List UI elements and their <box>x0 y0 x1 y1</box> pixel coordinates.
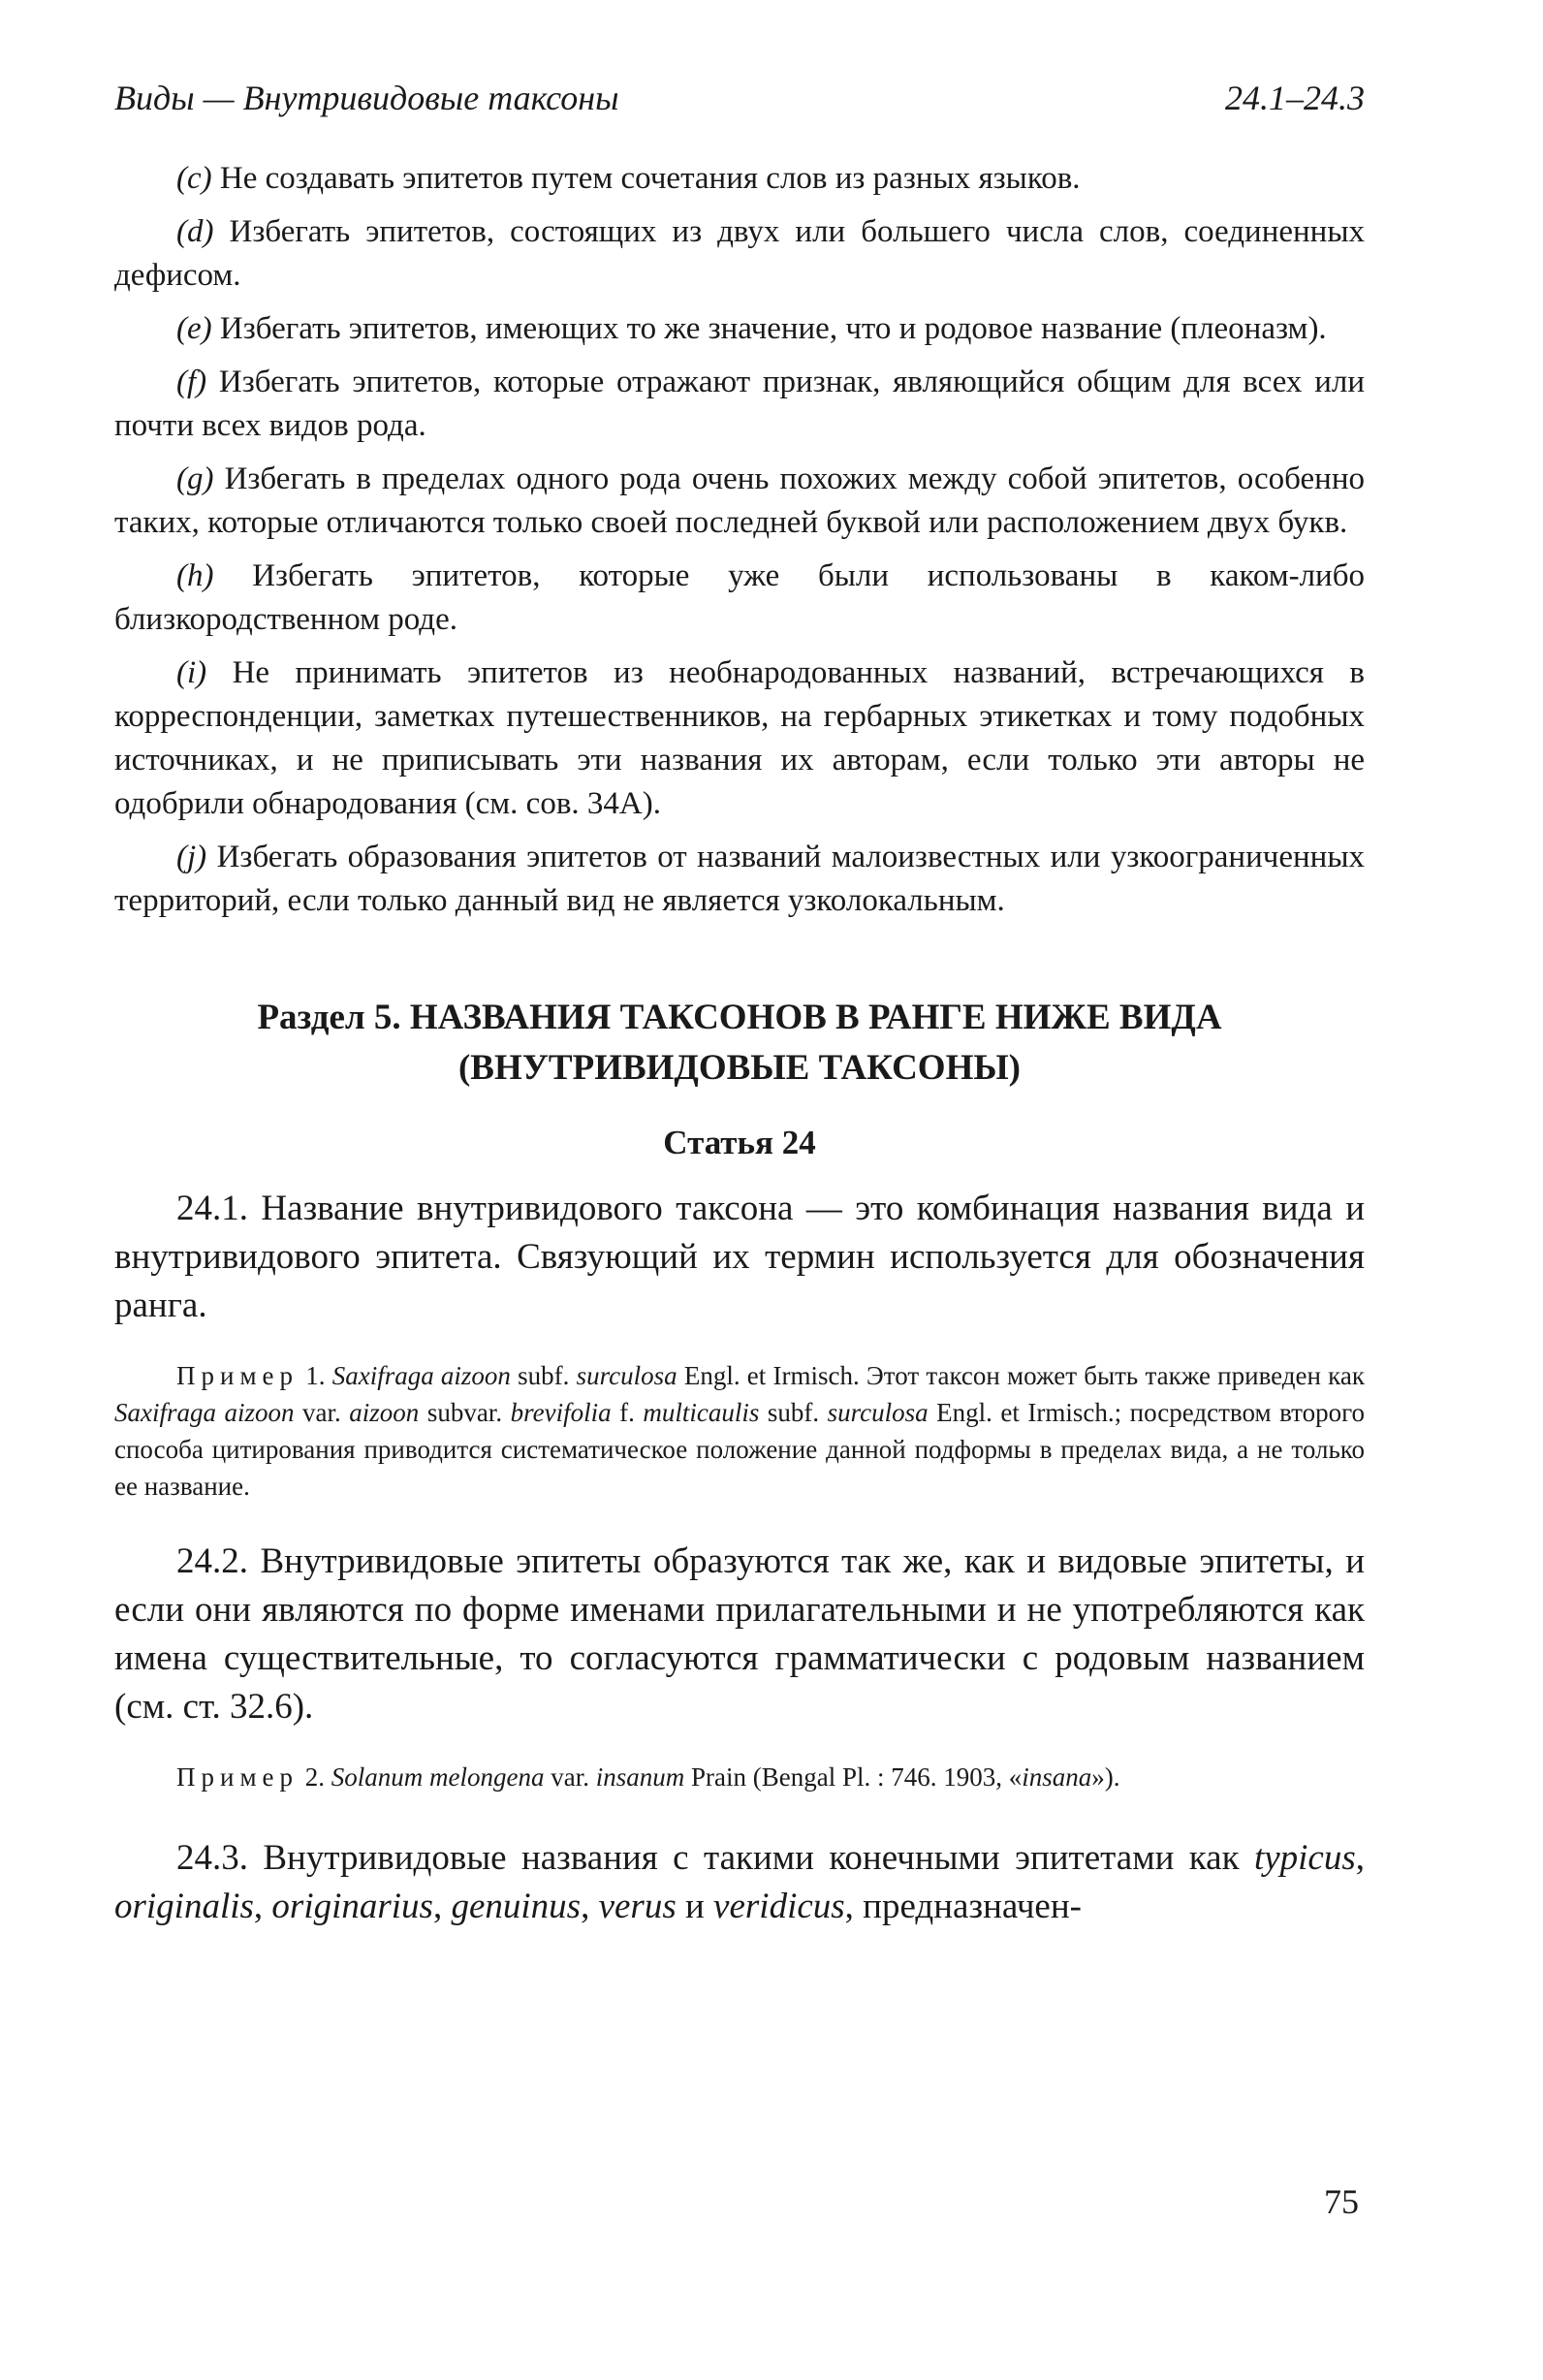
running-header <box>114 78 1365 136</box>
recommendation-f: (f) Избегать эпитетов, которые отражают признак, являющийся общим для всех или почти всех видов рода. <box>114 365 1365 443</box>
recommendation-c: (c) Не создавать эпитетов путем сочетания слов из разных языков. <box>176 161 1081 196</box>
section-heading <box>114 993 1365 1094</box>
paragraph-24-3: 24.3. Внутривидовые названия с такими конечными эпитетами как typicus, originalis, originarius, genuinus, verus и veridicus, предназначен- <box>114 1838 1365 1926</box>
header-section-range: 24.1–24.3 <box>1225 79 1365 117</box>
example-2: Пример 2. Solanum melongena var. insanum Prain (Bengal Pl. : 746. 1903, «insana»). <box>176 1762 1120 1792</box>
section-heading-line-2: (ВНУТРИВИДОВЫЕ ТАКСОНЫ) <box>457 1048 1022 1088</box>
recommendation-d: (d) Избегать эпитетов, состоящих из двух или большего числа слов, соединенных дефисом. <box>114 214 1365 293</box>
header-title: Виды — Внутривидовые таксоны <box>114 79 619 117</box>
recommendation-j: (j) Избегать образования эпитетов от названий малоизвестных или узкоограниченных территорий, если только данный вид не является узколокальным. <box>114 840 1365 918</box>
recommendation-i: (i) Не принимать эпитетов из необнародованных названий, встречающихся в корреспонденции, заметках путешественников, на гербарных этикетках и тому подобных источниках, и не приписывать эти названия их авторам, если только эти авторы не одобрили обнародования (см. сов. 34А). <box>114 655 1365 821</box>
example-1: Пример 1. Saxifraga aizoon subf. surculosa Engl. et Irmisch. Этот таксон может быть также приведен как Saxifraga aizoon var. aizoon subvar. brevifolia f. multicaulis subf. surculosa Engl. et Irmisch.; посредством второго способа цитирования приводится систематическое положение данной подформы в пределах вида, а не только ее название. <box>114 1361 1365 1501</box>
paragraph-24-2: 24.2. Внутривидовые эпитеты образуются так же, как и видовые эпитеты, и если они являются по форме именами прилагательными и не употребляются как имена существительные, то согласуются грамматически с родовым названием (см. ст. 32.6). <box>114 1541 1365 1727</box>
recommendation-h: (h) Избегать эпитетов, которые уже были использованы в каком-либо близкородственном роде. <box>114 558 1365 637</box>
page-number: 75 <box>1324 2182 1359 2221</box>
section-heading-line-1: Раздел 5. НАЗВАНИЯ ТАКСОНОВ В РАНГЕ НИЖЕ ВИДА <box>257 998 1222 1037</box>
recommendation-e: (e) Избегать эпитетов, имеющих то же значение, что и родовое название (плеоназм). <box>176 311 1327 346</box>
recommendation-g: (g) Избегать в пределах одного рода очень похожих между собой эпитетов, особенно таких, которые отличаются только своей последней буквой или расположением двух букв. <box>114 461 1365 540</box>
recommendation-list <box>114 157 1365 923</box>
article-heading: Статья 24 <box>663 1124 816 1161</box>
document-page <box>114 78 1365 1931</box>
paragraph-24-1: 24.1. Название внутривидового таксона — это комбинация названия вида и внутривидового эпитета. Связующий их термин используется для обозначения ранга. <box>114 1189 1365 1325</box>
